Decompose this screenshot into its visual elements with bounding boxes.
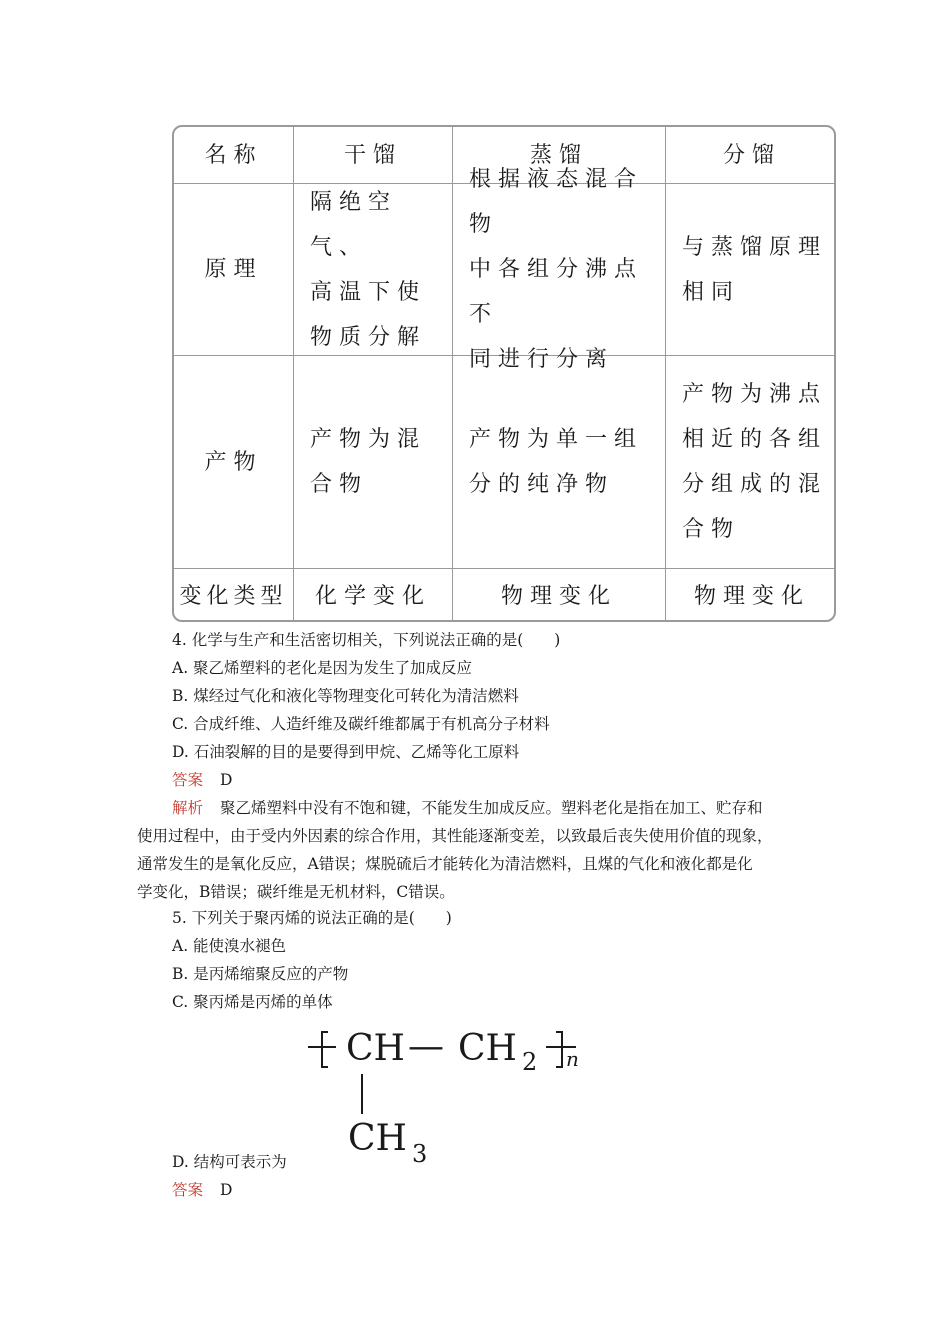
cell-physical-change: 物理变化 [500,584,617,609]
q4-analysis-first-line [172,797,762,819]
row-label-product: 产物 [204,449,263,475]
bracket-right [556,1032,562,1067]
repeat-n: n [566,1047,579,1071]
q4-answer [172,769,232,791]
cell-chemical-change: 化学变化 [314,584,431,609]
structure-drawing [300,1022,600,1172]
cell-line: 合物 [310,472,369,497]
q5-stem: 5. 下列关于聚丙烯的说法正确的是( ) [172,909,452,927]
cell-line: 中各组分沸点不 [469,257,644,327]
row-label-cell [174,356,294,569]
answer-value: D [219,1181,233,1199]
q4-analysis-line: 通常发生的是氧化反应，A错误；煤脱硫后才能转化为清洁燃料，且煤的气化和液化都是化 [137,855,753,873]
subscript-3: 3 [412,1140,428,1168]
cell-text [310,180,444,360]
analysis-label: 解析 [172,799,204,817]
cell-line: 相近的各组 [682,427,828,452]
cell-text [682,372,827,552]
cell-text [310,417,426,507]
answer-label: 答案 [172,1181,204,1199]
q5-option-a: A. 能使溴水褪色 [172,937,287,955]
header-name: 名称 [204,142,263,168]
table-header-cell [294,127,453,184]
cell-line: 产物为单一组 [469,427,644,452]
header-dry-distillation: 干馏 [343,142,402,168]
q4-stem: 4. 化学与生产和生活密切相关，下列说法正确的是( ) [172,631,561,649]
row-label-cell [174,184,294,356]
analysis-text: 聚乙烯塑料中没有不饱和键，不能发生加成反应。塑料老化是指在加工、贮存和 [219,799,763,817]
bracket-left [322,1032,328,1067]
ch2-group: CH [458,1028,517,1069]
cell-line: 产物为混 [310,427,427,452]
q4-analysis-line: 学变化，B错误；碳纤维是无机材料，C错误。 [137,883,455,901]
cell-text [469,417,643,507]
cell-line: 产物为沸点 [682,382,828,407]
cell-text [682,225,827,315]
cell-line: 物质分解 [310,324,427,350]
cell-line: 同进行分离 [469,347,615,372]
cell-line: 分组成的混 [682,472,828,497]
table-cell [294,569,453,622]
table-header-cell [174,127,294,184]
table-cell [453,167,666,372]
header-fractional-distillation: 分馏 [722,142,781,168]
cell-physical-change: 物理变化 [693,584,810,609]
table-cell [294,184,453,356]
table-cell [294,356,453,569]
cell-line: 分的纯净物 [469,472,615,497]
row-label-principle: 原理 [204,257,263,282]
row-label-cell [174,569,294,622]
cell-line: 与蒸馏原理 [682,234,828,260]
table-cell [453,569,666,622]
single-bond: — [408,1026,444,1067]
cell-line: 合物 [682,517,741,542]
q5-answer [172,1179,232,1201]
ch3-group: CH [348,1118,407,1159]
ch-group: CH [346,1028,405,1069]
table-cell [453,356,666,569]
table-cell [666,569,836,622]
cell-line: 高温下使 [310,279,427,305]
answer-value: D [219,771,233,789]
answer-label: 答案 [172,771,204,789]
q4-option-d: D. 石油裂解的目的是要得到甲烷、乙烯等化工原料 [172,743,520,761]
q4-option-a: A. 聚乙烯塑料的老化是因为发生了加成反应 [172,659,473,677]
q5-option-d: D. 结构可表示为 [172,1153,287,1171]
q4-analysis-line: 使用过程中，由于受内外因素的综合作用，其性能逐渐变差，以致最后丧失使用价值的现象， [137,827,773,845]
cell-line: 根据液态混合物 [469,167,644,237]
comparison-table [172,125,836,622]
table-cell [666,356,836,569]
table-cell [666,184,836,356]
subscript-2: 2 [522,1048,538,1076]
row-label-change-type: 变化类型 [179,584,288,609]
q5-option-b: B. 是丙烯缩聚反应的产物 [172,965,349,983]
cell-line: 相同 [682,279,741,305]
q4-option-b: B. 煤经过气化和液化等物理变化可转化为清洁燃料 [172,687,519,705]
q4-option-c: C. 合成纤维、人造纤维及碳纤维都属于有机高分子材料 [172,715,550,733]
polypropylene-structure-formula [300,1022,600,1172]
table-header-cell [666,127,836,184]
q5-option-c: C. 聚丙烯是丙烯的单体 [172,993,333,1011]
cell-line: 隔绝空气、 [310,189,398,260]
header-distillation: 蒸馏 [529,142,588,168]
cell-text [469,157,657,382]
